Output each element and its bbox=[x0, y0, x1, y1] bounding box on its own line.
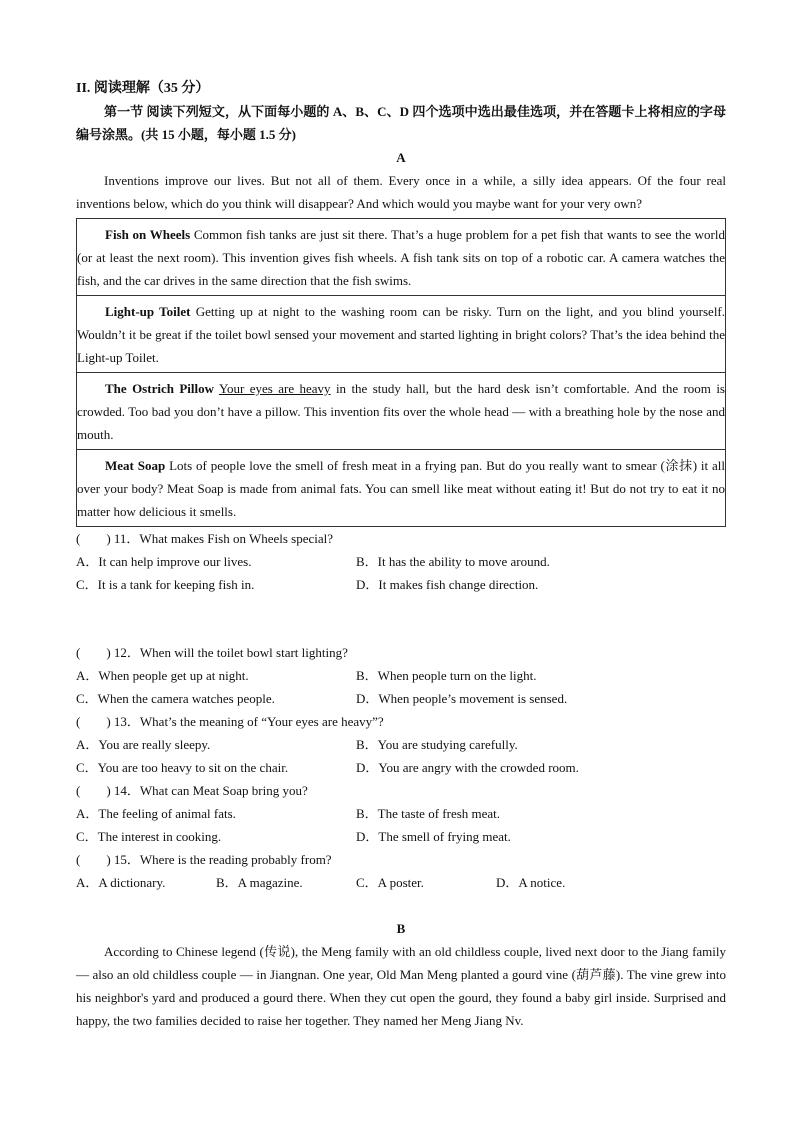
invention-name: The Ostrich Pillow bbox=[105, 381, 215, 396]
section-title: II. 阅读理解（35 分） bbox=[76, 81, 210, 96]
invention-text: in the study hall, but the hard desk isn’t comfortable. And the room is crowded. Too bad you don’t have a pillow. This invention fits over the whole head — with a breathing hole by the nose and mouth. bbox=[77, 381, 725, 442]
spacer bbox=[76, 894, 726, 917]
option-b: B．The taste of fresh meat. bbox=[356, 806, 501, 821]
option-d: D．The smell of frying meat. bbox=[356, 829, 511, 844]
options-row bbox=[76, 871, 726, 894]
option-d: D．You are angry with the crowded room. bbox=[356, 760, 579, 775]
option-c: C．It is a tank for keeping fish in. bbox=[76, 577, 255, 592]
option-a: A．The feeling of animal fats. bbox=[76, 806, 236, 821]
options-row bbox=[76, 687, 726, 710]
invention-light-up-toilet bbox=[77, 295, 725, 372]
options-row bbox=[76, 550, 726, 573]
option-c: C．When the camera watches people. bbox=[76, 691, 275, 706]
invention-name: Meat Soap bbox=[105, 458, 166, 473]
option-d: D．When people’s movement is sensed. bbox=[356, 691, 568, 706]
passage-b-heading: B bbox=[396, 921, 406, 936]
option-b: B．When people turn on the light. bbox=[356, 668, 537, 683]
instructions: 第一节 阅读下列短文，从下面每小题的 A、B、C、D 四个选项中选出最佳选项，并在答题卡上将相应的字母编号涂黑。(共 15 小题，每小题 1.5 分) bbox=[76, 104, 726, 142]
passage-b-text: According to Chinese legend (传说), the Meng family with an old childless couple, lived next door to the Jiang family — also an old childless couple — in Jiangnan. One year, Old Man Meng planted a gourd vine (葫芦藤). The vine grew into his neighbor's yard and produced a gourd there. When they cut open the gourd, they found a baby girl inside. Surprised and happy, the two families decided to raise her together. They named her Meng Jiang Nv. bbox=[76, 944, 727, 1028]
question-15: ( ) 15．Where is the reading probably from? bbox=[76, 852, 332, 867]
option-c: C．You are too heavy to sit on the chair. bbox=[76, 760, 289, 775]
question-12: ( ) 12．When will the toilet bowl start lighting? bbox=[76, 645, 348, 660]
passage-a-heading: A bbox=[396, 150, 406, 165]
option-a: A．A dictionary. bbox=[76, 875, 166, 890]
options-row bbox=[76, 573, 726, 596]
option-a: A．It can help improve our lives. bbox=[76, 554, 252, 569]
inventions-table bbox=[76, 218, 726, 527]
invention-fish-on-wheels bbox=[77, 219, 725, 295]
option-b: B．You are studying carefully. bbox=[356, 737, 518, 752]
option-d: D．A notice. bbox=[496, 875, 566, 890]
option-a: A．When people get up at night. bbox=[76, 668, 249, 683]
spacer bbox=[76, 596, 726, 641]
option-b: B．It has the ability to move around. bbox=[356, 554, 550, 569]
options-row bbox=[76, 802, 726, 825]
invention-text: Lots of people love the smell of fresh meat in a frying pan. But do you really want to smear (涂抹) it all over your body? Meat Soap is made from animal fats. You can smell like meat without eating it! But do not try to eat it no matter how delicious it smells. bbox=[77, 458, 725, 519]
question-11: ( ) 11．What makes Fish on Wheels special? bbox=[76, 531, 334, 546]
invention-text: Common fish tanks are just sit there. That’s a huge problem for a pet fish that wants to see the world (or at least the next room). This invention gives fish wheels. A fish tank sits on top of a robotic car. A camera watches the fish, and the car drives in the same direction that the fish swims. bbox=[77, 227, 725, 288]
question-14: ( ) 14．What can Meat Soap bring you? bbox=[76, 783, 308, 798]
invention-name: Light-up Toilet bbox=[105, 304, 191, 319]
option-c: C．A poster. bbox=[356, 875, 424, 890]
options-row bbox=[76, 825, 726, 848]
option-b: B．A magazine. bbox=[216, 875, 303, 890]
option-c: C．The interest in cooking. bbox=[76, 829, 222, 844]
option-a: A．You are really sleepy. bbox=[76, 737, 211, 752]
options-row bbox=[76, 733, 726, 756]
options-row bbox=[76, 664, 726, 687]
passage-a-intro: Inventions improve our lives. But not all of them. Every once in a while, a silly idea appears. Of the four real inventions below, which do you think will disappear? And which would you maybe want for your very own? bbox=[76, 173, 726, 211]
underlined-phrase: Your eyes are heavy bbox=[218, 381, 331, 396]
invention-ostrich-pillow bbox=[77, 372, 725, 449]
invention-name: Fish on Wheels bbox=[105, 227, 191, 242]
options-row bbox=[76, 756, 726, 779]
exam-page bbox=[76, 78, 726, 1032]
invention-meat-soap bbox=[77, 449, 725, 526]
option-d: D．It makes fish change direction. bbox=[356, 577, 539, 592]
invention-text: Getting up at night to the washing room can be risky. Turn on the light, and you blind yourself. Wouldn’t it be great if the toilet bowl sensed your movement and started lighting in bright colors? That’s the idea behind the Light-up Toilet. bbox=[77, 304, 726, 365]
question-13: ( ) 13．What’s the meaning of “Your eyes are heavy”? bbox=[76, 714, 384, 729]
